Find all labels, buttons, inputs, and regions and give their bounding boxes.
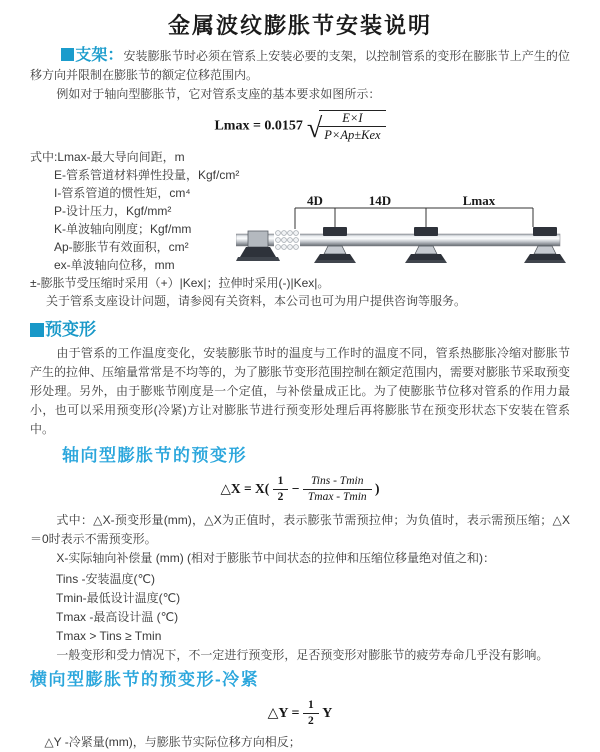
definition-line: P-设计压力，Kgf/mm² xyxy=(54,204,172,218)
support-intro-paragraph xyxy=(30,46,570,85)
temperature-definitions xyxy=(56,570,570,646)
delta-x-formula xyxy=(30,475,570,507)
sqrt-radical-icon: √ xyxy=(306,112,323,144)
half-numerator: 1 xyxy=(273,475,289,490)
temperature-fraction xyxy=(303,475,372,504)
plusminus-note: ±-膨胀节受压缩时采用（+）|Kex|；拉伸时采用(-)|Kex|。 xyxy=(30,276,330,290)
definition-line: 式中:Lmax-最大导向间距，m xyxy=(30,150,185,164)
close-paren: ) xyxy=(375,480,380,496)
lmax-formula-denominator: P×Ap±Kex xyxy=(324,128,381,143)
delta-y-lhs: △Y = xyxy=(267,705,300,721)
section-bullet-icon xyxy=(30,323,44,337)
x-definition-line: X-实际轴向补偿量 (mm) (相对于膨胀节中间状态的拉伸和压缩位移量绝对值之和)： xyxy=(56,551,496,565)
bellows-icon xyxy=(274,230,300,250)
temp-line: Tins -安装温度(℃) xyxy=(56,572,156,586)
support-spacing-diagram xyxy=(236,194,600,297)
definition-line: Ap-膨胀节有效面积，cm² xyxy=(54,240,189,254)
preform-heading-text: 预变形 xyxy=(45,320,96,339)
one-half-fraction xyxy=(303,699,319,728)
general-note: 一般变形和受力情况下，不一定进行预变形，足否预变形对膨胀节的疲劳寿命几乎没有影响。 xyxy=(56,648,549,662)
page-title: 金属波纹膨胀节安装说明 xyxy=(167,13,432,38)
temp-line: Tmax -最高设计温 (℃) xyxy=(56,610,179,624)
half-denominator: 2 xyxy=(277,491,284,504)
definition-line: I-管系管道的惯性矩，cm⁴ xyxy=(54,186,191,200)
delta-x-lhs: △X = X( xyxy=(220,480,270,496)
axial-subtitle: 轴向型膨胀节的预变形 xyxy=(62,446,247,465)
dim-label-14d: 14D xyxy=(368,194,392,208)
preform-heading xyxy=(30,320,570,340)
delta-y-rhs: Y xyxy=(322,705,333,721)
document-body xyxy=(30,46,570,752)
lmax-formula-lhs: Lmax = 0.0157 xyxy=(214,118,303,134)
delta-x-explain: 式中：△X-预变形量(mm)，△X为正值时，表示膨张节需预拉伸；为负值时，表示需预压缩；△X＝0时表示不需预变形。 xyxy=(30,513,570,546)
temperature-numerator: Tins - Tmin xyxy=(303,475,372,490)
one-half-fraction xyxy=(273,475,289,504)
definition-line: ex-单波轴向位移，mm xyxy=(54,258,175,272)
lmax-formula-numerator: E×I xyxy=(319,111,385,127)
lateral-subtitle: 横向型膨胀节的预变形-冷紧 xyxy=(30,670,260,689)
half-denominator: 2 xyxy=(307,715,314,728)
definition-line: K-单波轴向刚度；Kgf/mm xyxy=(54,222,192,236)
definition-line: E-管系管道材料弹性投量，Kgf/cm² xyxy=(54,168,240,182)
lmax-formula-fraction xyxy=(319,110,385,143)
support-section-label: 支架： xyxy=(75,47,124,64)
section-bullet-icon xyxy=(61,48,74,61)
dimension-lines xyxy=(295,208,533,229)
support-example-line: 例如对于轴向型膨胀节，它对管系支座的基本要求如图所示： xyxy=(56,87,381,101)
dim-label-4d: 4D xyxy=(307,194,323,208)
dim-label-lmax: Lmax xyxy=(462,194,496,208)
delta-y-formula xyxy=(30,699,570,727)
temp-line: Tmax > Tins ≥ Tmin xyxy=(56,629,162,643)
half-numerator: 1 xyxy=(303,699,319,714)
lmax-formula xyxy=(30,110,570,144)
support-intro-text: 安装膨胀节时必须在管系上安装必要的支架，以控制管系的变形在膨胀节上产生的位移方向并限制在膨胀节的额定位移范围内。 xyxy=(30,49,570,82)
temperature-denominator: Tmax - Tmin xyxy=(307,491,367,504)
consult-note: 关于管系支座设计问题，请参阅有关资料，本公司也可为用户提供咨询等服务。 xyxy=(46,294,467,308)
temp-line: Tmin-最低设计温度(℃) xyxy=(56,591,181,605)
delta-y-note: △Y -冷紧量(mm)，与膨胀节实际位移方向相反； xyxy=(44,735,301,749)
definitions-and-diagram xyxy=(30,148,570,274)
preform-paragraph: 由于管系的工作温度变化，安装膨胀节时的温度与工作时的温度不同，管系热膨胀冷缩对膨胀节产生的拉伸、压缩量常常是不均等的，为了膨胀节变形范围控制在额定范围内，需要对膨胀节采取预变形处理。另外，由于膨账节刚度是一个定值，与补偿量成正比。为了使膨胀节位移对管系的作用力最小，也可以采用预变形(冷紧)方让对膨胀节进行预变形处理后再将膨胀节在预变形状态下安装在管系中。 xyxy=(30,346,571,436)
minus-sign: − xyxy=(291,480,300,496)
